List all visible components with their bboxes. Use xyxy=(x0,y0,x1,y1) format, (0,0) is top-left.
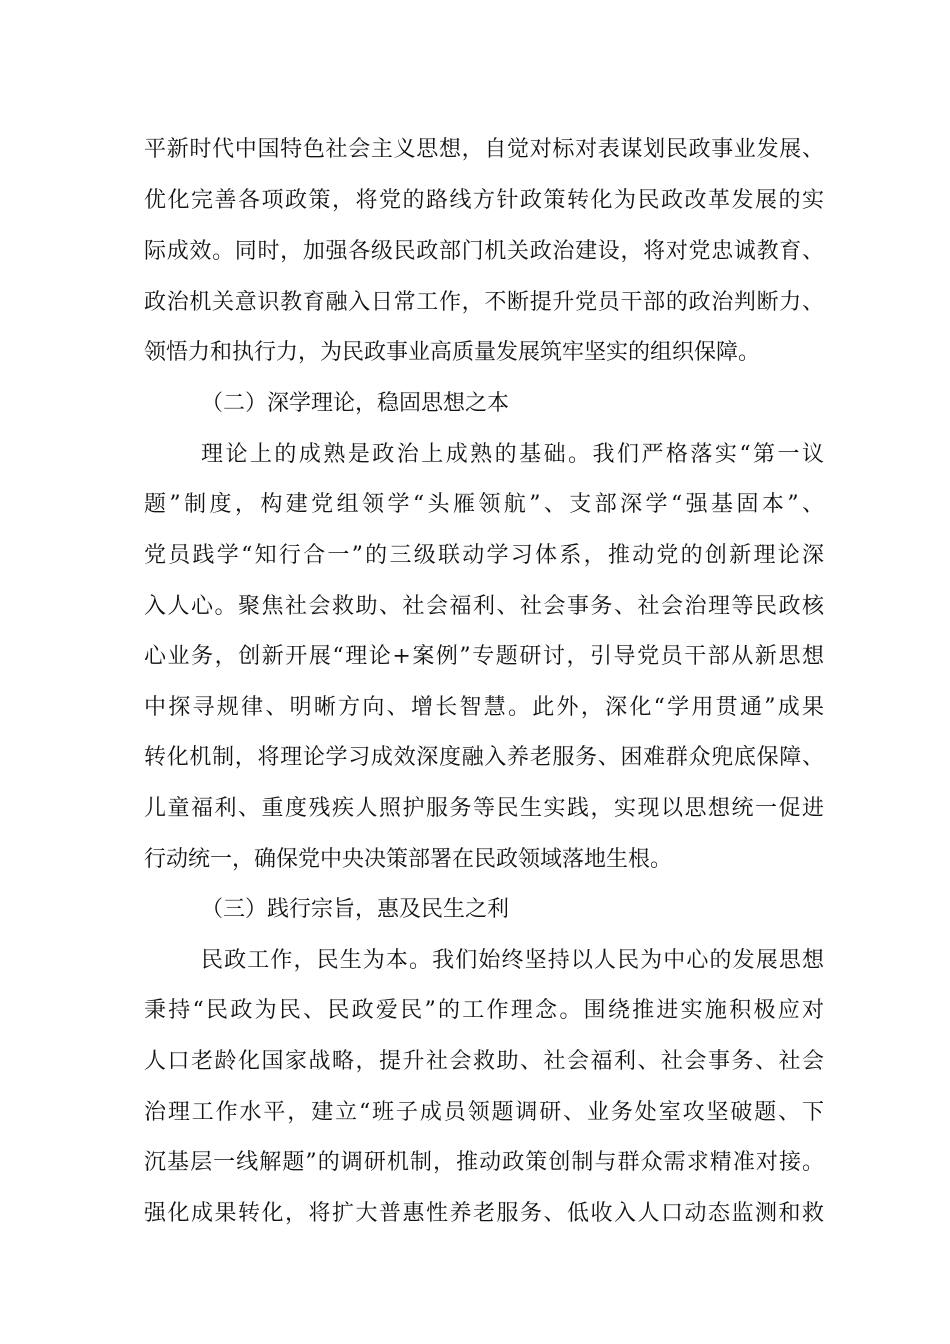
paragraph-2-line-3: 党员践学“知行合一”的三级联动学习体系，推动党的创新理论深 xyxy=(144,543,824,568)
paragraph-3-line-5: 沉基层一线解题”的调研机制，推动政策创制与群众需求精准对接。 xyxy=(144,1150,824,1175)
paragraph-1-line-1: 平新时代中国特色社会主义思想，自觉对标对表谋划民政事业发展、 xyxy=(144,137,824,162)
paragraph-1-line-3: 际成效。同时，加强各级民政部门机关政治建设，将对党忠诚教育、 xyxy=(144,239,824,264)
paragraph-2-line-4: 入人心。聚焦社会救助、社会福利、社会事务、社会治理等民政核 xyxy=(144,594,824,619)
paragraph-3-line-2: 秉持“民政为民、民政爱民”的工作理念。围绕推进实施积极应对 xyxy=(144,998,824,1023)
paragraph-2-line-6: 中探寻规律、明晰方向、增长智慧。此外，深化“学用贯通”成果 xyxy=(144,695,824,720)
paragraph-3-line-6: 强化成果转化，将扩大普惠性养老服务、低收入人口动态监测和救 xyxy=(144,1201,824,1226)
paragraph-2-line-2: 题”制度，构建党组领学“头雁领航”、支部深学“强基固本”、 xyxy=(144,492,824,517)
paragraph-3-line-3: 人口老龄化国家战略，提升社会救助、社会福利、社会事务、社会 xyxy=(144,1049,824,1074)
paragraph-1-line-2: 优化完善各项政策，将党的路线方针政策转化为民政改革发展的实 xyxy=(144,188,824,213)
paragraph-2-line-9: 行动统一，确保党中央决策部署在民政领域落地生根。 xyxy=(144,847,673,872)
section-heading-2: （二）深学理论，稳固思想之本 xyxy=(201,391,510,416)
paragraph-2-line-8: 儿童福利、重度残疾人照护服务等民生实践，实现以思想统一促进 xyxy=(144,796,824,821)
paragraph-3-line-1: 民政工作，民生为本。我们始终坚持以人民为中心的发展思想 xyxy=(201,948,824,973)
paragraph-2-line-5: 心业务，创新开展“理论+案例”专题研讨，引导党员干部从新思想 xyxy=(144,644,824,669)
paragraph-2-line-1: 理论上的成熟是政治上成熟的基础。我们严格落实“第一议 xyxy=(201,442,824,467)
paragraph-1-line-4: 政治机关意识教育融入日常工作，不断提升党员干部的政治判断力、 xyxy=(144,290,824,315)
paragraph-3-line-4: 治理工作水平，建立“班子成员领题调研、业务处室攻坚破题、下 xyxy=(144,1100,824,1125)
paragraph-1-line-5: 领悟力和执行力，为民政事业高质量发展筑牢坚实的组织保障。 xyxy=(144,340,761,365)
section-heading-3: （三）践行宗旨，惠及民生之利 xyxy=(201,897,510,922)
paragraph-2-line-7: 转化机制，将理论学习成效深度融入养老服务、困难群众兜底保障、 xyxy=(144,745,824,770)
